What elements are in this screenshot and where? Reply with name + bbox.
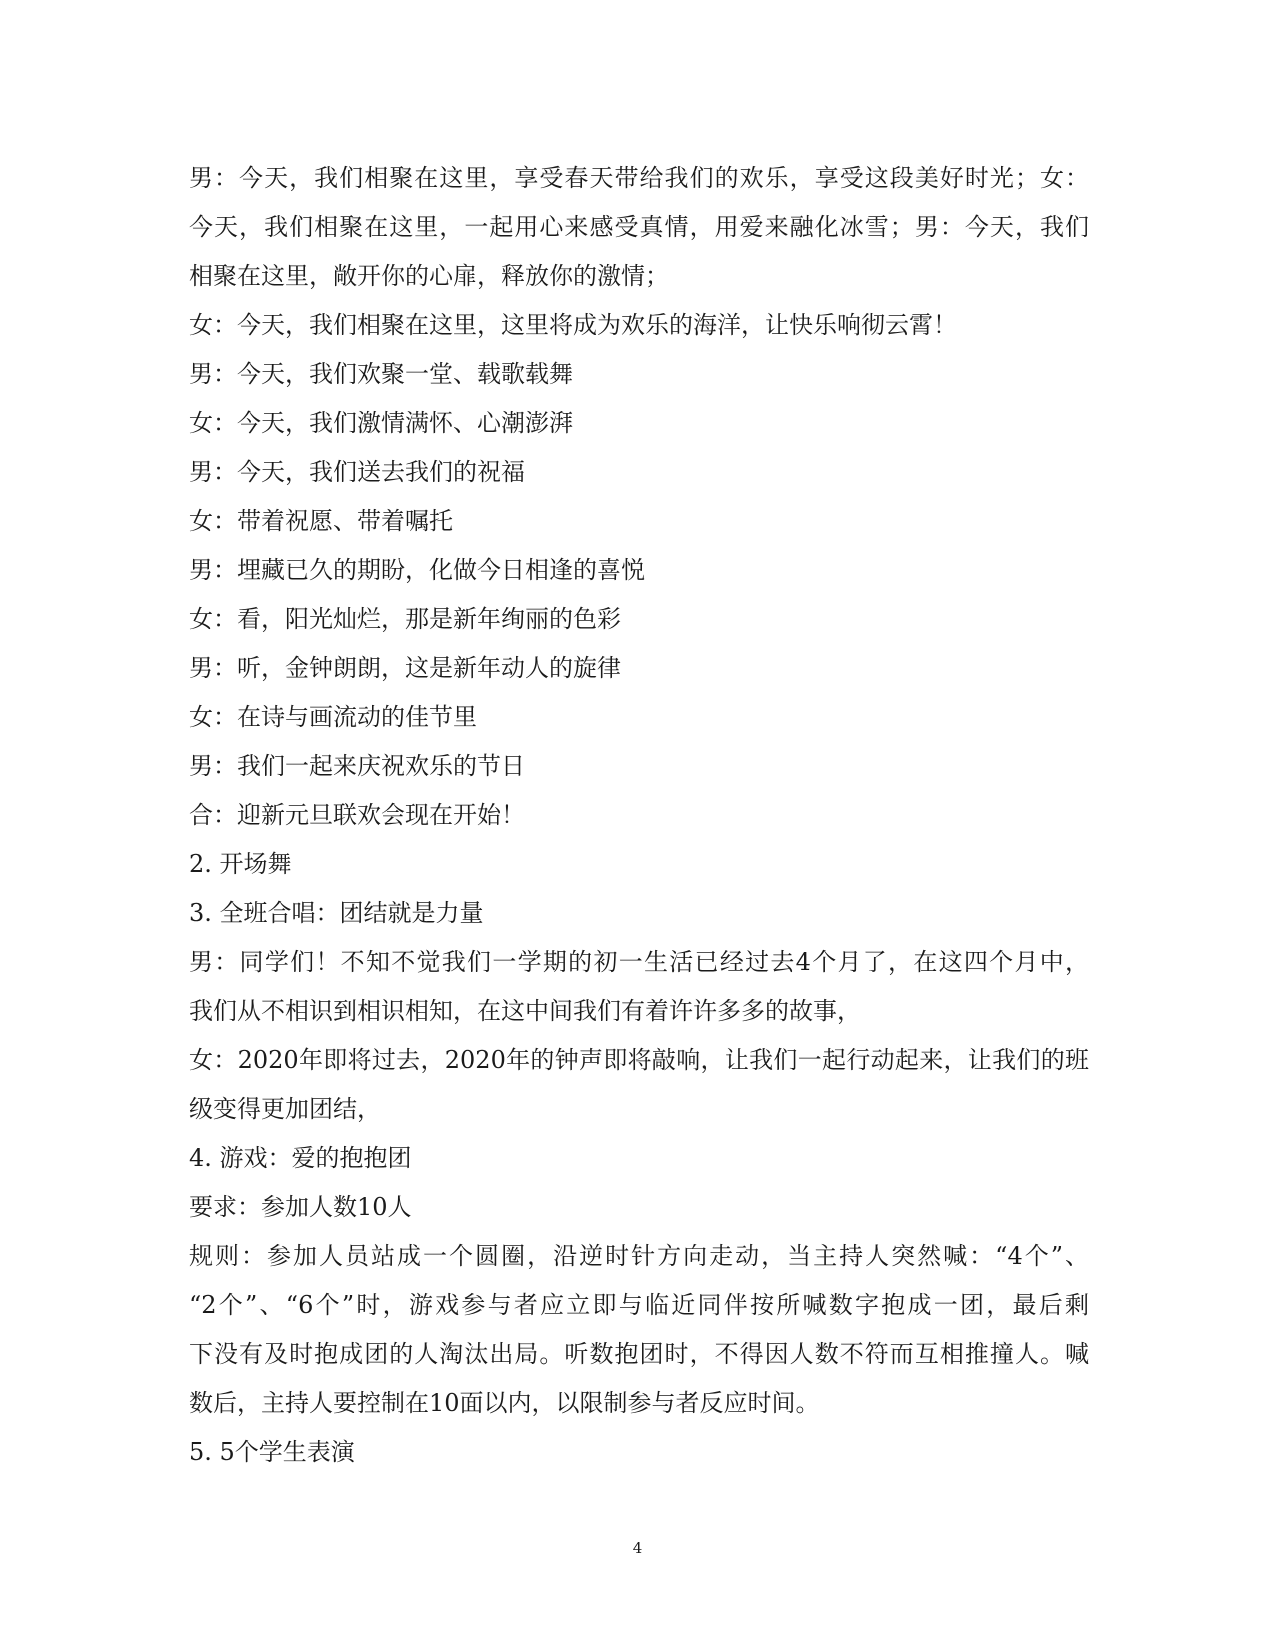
page-number: 4 — [632, 1539, 643, 1557]
text-line: 数后，主持人要控制在10面以内，以限制参与者反应时间。 — [189, 1389, 820, 1417]
text-line: 合：迎新元旦联欢会现在开始！ — [189, 801, 525, 829]
text-line: 男：今天，我们欢聚一堂、载歌载舞 — [189, 360, 573, 388]
text-line: 我们从不相识到相识相知，在这中间我们有着许许多多的故事， — [189, 997, 861, 1025]
text-line: 级变得更加团结， — [189, 1095, 381, 1123]
text-line: 女：看，阳光灿烂，那是新年绚丽的色彩 — [189, 605, 621, 633]
text-line: 男：听，金钟朗朗，这是新年动人的旋律 — [189, 654, 621, 682]
document-body — [189, 154, 1089, 1477]
text-line: 今天，我们相聚在这里，一起用心来感受真情，用爱来融化冰雪；男：今天，我们 — [189, 213, 1089, 241]
text-line: 5. 5个学生表演 — [189, 1438, 355, 1466]
text-line: 女：2020年即将过去，2020年的钟声即将敲响，让我们一起行动起来，让我们的班 — [189, 1046, 1089, 1074]
text-line: 女：今天，我们相聚在这里，这里将成为欢乐的海洋，让快乐响彻云霄！ — [189, 311, 957, 339]
text-line: 女：在诗与画流动的佳节里 — [189, 703, 477, 731]
text-line: 男：埋藏已久的期盼，化做今日相逢的喜悦 — [189, 556, 645, 584]
text-line: “2个”、“6个”时，游戏参与者应立即与临近同伴按所喊数字抱成一团，最后剩 — [189, 1291, 1089, 1319]
text-line: 男：同学们！不知不觉我们一学期的初一生活已经过去4个月了，在这四个月中， — [189, 948, 1089, 976]
text-line: 规则：参加人员站成一个圆圈，沿逆时针方向走动，当主持人突然喊：“4个”、 — [189, 1242, 1089, 1270]
text-line: 相聚在这里，敞开你的心扉，释放你的激情； — [189, 262, 669, 290]
text-line: 男：我们一起来庆祝欢乐的节日 — [189, 752, 525, 780]
text-line: 女：带着祝愿、带着嘱托 — [189, 507, 453, 535]
text-line: 2. 开场舞 — [189, 850, 292, 878]
text-line: 男：今天，我们送去我们的祝福 — [189, 458, 525, 486]
text-line: 要求：参加人数10人 — [189, 1193, 412, 1221]
text-line: 男：今天，我们相聚在这里，享受春天带给我们的欢乐，享受这段美好时光；女： — [189, 164, 1089, 192]
text-line: 女：今天，我们激情满怀、心潮澎湃 — [189, 409, 573, 437]
text-line: 4. 游戏：爱的抱抱团 — [189, 1144, 412, 1172]
text-line: 3. 全班合唱：团结就是力量 — [189, 899, 484, 927]
text-line: 下没有及时抱成团的人淘汰出局。听数抱团时，不得因人数不符而互相推撞人。喊 — [189, 1340, 1089, 1368]
